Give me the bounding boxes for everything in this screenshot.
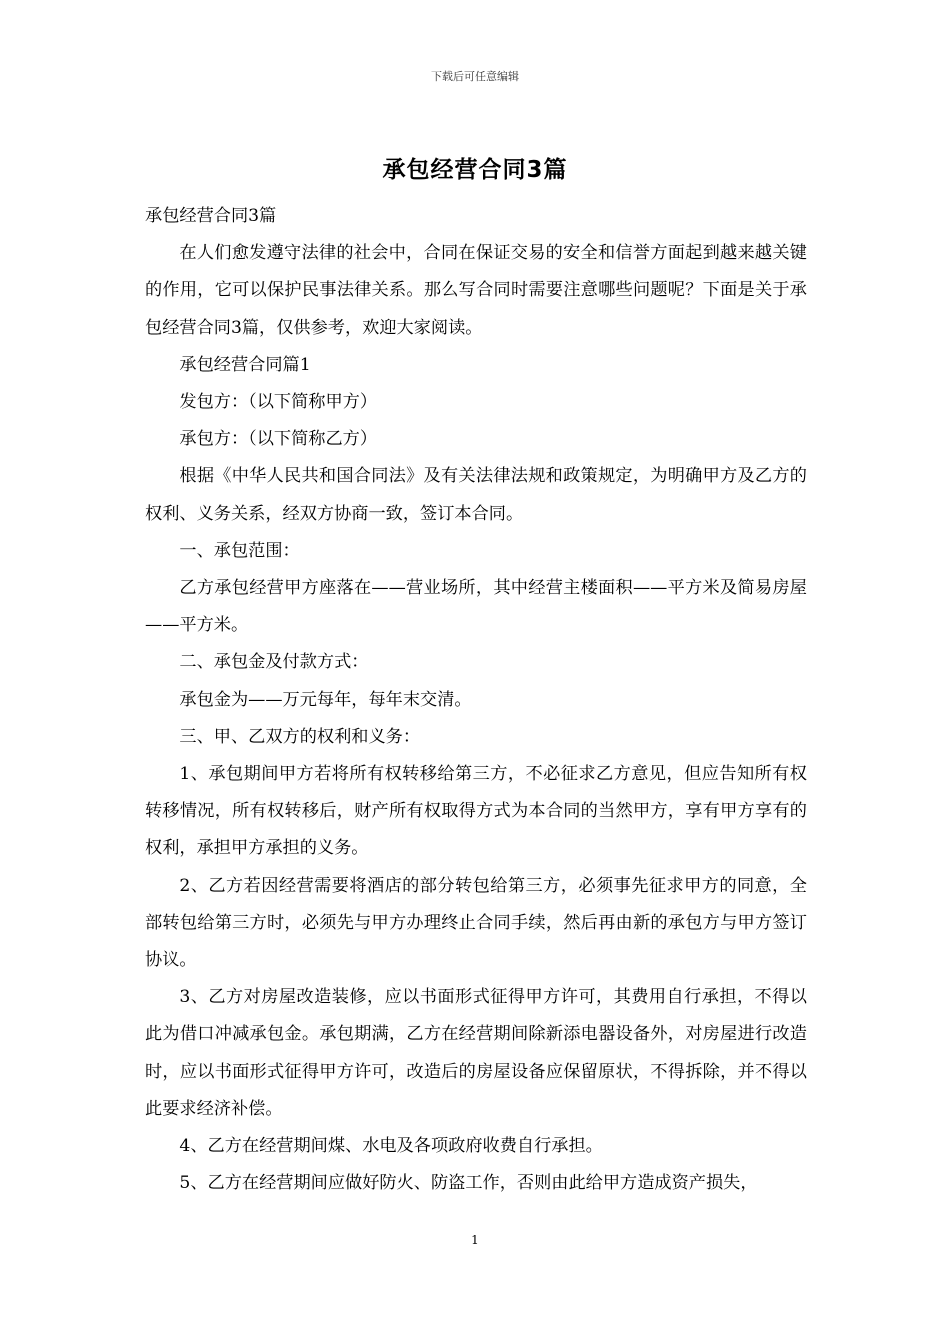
body-paragraph: 承包经营合同3篇 [145,206,277,226]
page-number: 1 [471,1233,479,1247]
clause-heading: 二、承包金及付款方式： [179,652,369,673]
body-paragraph: 3、乙方对房屋改造装修，应以书面形式征得甲方许可，其费用自行承担，不得以此为借口冲减承包金。承包期满，乙方在经营期间除新添电器设备外，对房屋进行改造时，应以书面形式征得甲方许可，改造后的房屋设备应保留原状，不得拆除，并不得以此要求经济补偿。 [145,987,807,1119]
section-heading: 承包经营合同篇1 [179,354,311,375]
body-paragraph: 乙方承包经营甲方座落在——营业场所，其中经营主楼面积——平方米及简易房屋——平方米。 [145,578,807,636]
body-paragraph: 2、乙方若因经营需要将酒店的部分转包给第三方，必须事先征求甲方的同意，全部转包给第三方时，必须先与甲方办理终止合同手续，然后再由新的承包方与甲方签订协议。 [145,875,807,971]
body-paragraph: 承包方：（以下简称乙方） [179,429,378,450]
clause-heading: 三、甲、乙双方的权利和义务： [179,726,421,747]
body-paragraph: 承包金为——万元每年，每年末交清。 [179,689,472,710]
body-paragraph: 发包方：（以下简称甲方） [179,392,378,413]
body-paragraph: 1、承包期间甲方若将所有权转移给第三方，不必征求乙方意见，但应告知所有权转移情况，所有权转移后，财产所有权取得方式为本合同的当然甲方，享有甲方享有的权利，承担甲方承担的义务。 [145,764,807,859]
body-paragraph: 4、乙方在经营期间煤、水电及各项政府收费自行承担。 [179,1136,603,1157]
body-paragraph: 根据《中华人民共和国合同法》及有关法律法规和政策规定，为明确甲方及乙方的权利、义务关系，经双方协商一致，签订本合同。 [145,466,807,524]
body-paragraph: 在人们愈发遵守法律的社会中，合同在保证交易的安全和信誉方面起到越来越关键的作用，它可以保护民事法律关系。那么写合同时需要注意哪些问题呢？下面是关于承包经营合同3篇，仅供参考，欢迎大家阅读。 [145,243,807,338]
document-body [145,198,807,1202]
document-title: 承包经营合同3篇 [382,157,568,183]
page-header-note: 下载后可任意编辑 [431,70,519,83]
body-paragraph: 5、乙方在经营期间应做好防火、防盗工作，否则由此给甲方造成资产损失， [179,1173,758,1194]
clause-heading: 一、承包范围： [179,540,300,561]
